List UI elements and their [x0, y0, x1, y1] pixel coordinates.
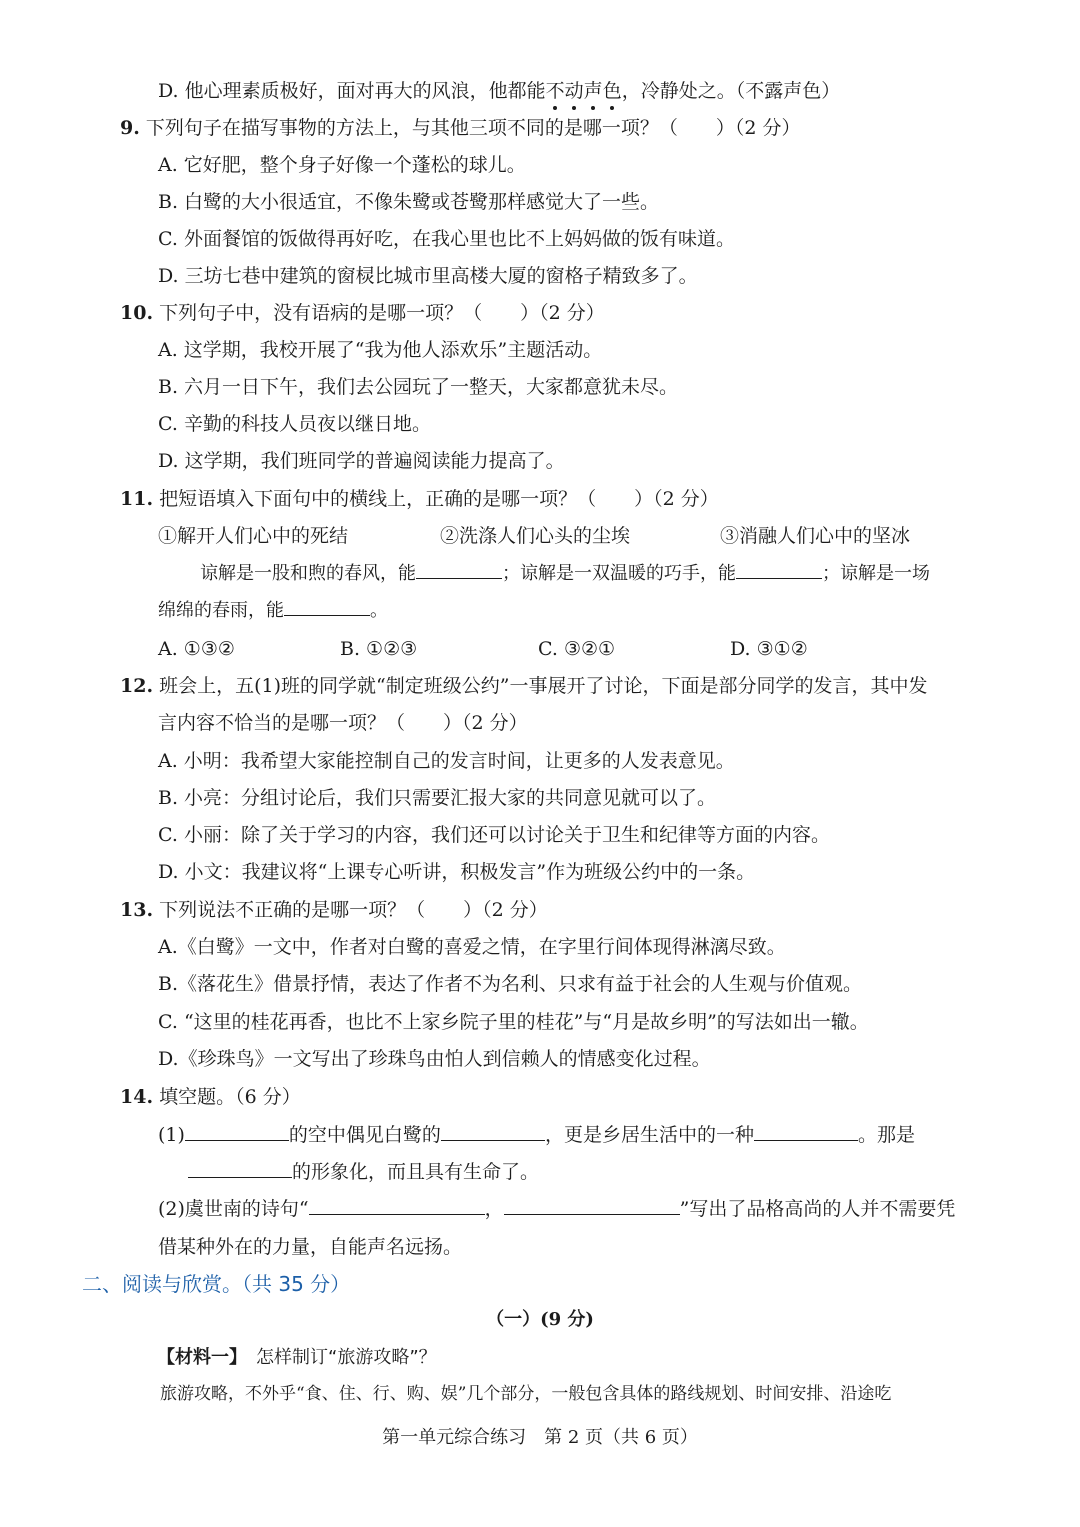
- q9-option-c: C. 外面餐馆的饭做得再好吃，在我心里也比不上妈妈做的饭有味道。: [158, 228, 735, 250]
- q13-option-c: C. “这里的桂花再香，也比不上家乡院子里的桂花”与“月是故乡明”的写法如出一辙。: [158, 1011, 869, 1033]
- answer-blank[interactable]: [754, 1139, 858, 1141]
- q14-sub1-line2: 的形象化，而且具有生命了。: [188, 1163, 539, 1182]
- page-footer: [0, 1429, 1080, 1447]
- q14-sub2-line2: 借某种外在的力量，自能声名远扬。: [158, 1236, 463, 1258]
- q10-option-a: A. 这学期，我校开展了“我为他人添欢乐”主题活动。: [158, 339, 603, 361]
- q11-sentence-line2: 绵绵的春雨，能 。: [158, 600, 388, 621]
- answer-blank[interactable]: [504, 1213, 680, 1215]
- footer-unit-title: 第一单元综合练习: [382, 1427, 527, 1448]
- emphasis-dot-char: 动: [564, 80, 584, 102]
- answer-blank[interactable]: [188, 1176, 292, 1178]
- emphasis-dot-char: 声: [583, 80, 603, 102]
- q12-option-a: A. 小明：我希望大家能控制自己的发言时间，让更多的人发表意见。: [158, 750, 735, 772]
- emphasis-dot-char: 色: [602, 80, 622, 102]
- material-title: 怎样制订“旅游攻略”？: [256, 1347, 437, 1368]
- q9-option-d: D. 三坊七巷中建筑的窗棂比城市里高楼大厦的窗格子精致多了。: [158, 265, 698, 287]
- q13-option-a: A.《白鹭》一文中，作者对白鹭的喜爱之情，在字里行间体现得淋漓尽致。: [158, 936, 786, 958]
- q9-option-b: B. 白鹭的大小很适宜，不像朱鹭或苍鹭那样感觉大了一些。: [158, 191, 660, 213]
- answer-blank[interactable]: [441, 1139, 545, 1141]
- material-heading: [157, 1349, 437, 1367]
- q13-option-d: D.《珍珠鸟》一文写出了珍珠鸟由怕人到信赖人的情感变化过程。: [158, 1048, 711, 1070]
- q11-sentence-line1: 谅解是一股和煦的春风，能 ；谅解是一双温暖的巧手，能 ；谅解是一场: [200, 563, 930, 584]
- q11-stem: 11. 把短语填入下面句中的横线上，正确的是哪一项？（ ）（2 分）: [120, 488, 719, 510]
- q9-stem: 9. 下列句子在描写事物的方法上，与其他三项不同的是哪一项？（ ）（2 分）: [120, 117, 801, 139]
- q14-stem: 14. 填空题。（6 分）: [120, 1086, 301, 1108]
- question-number: 13.: [120, 899, 154, 921]
- material-paragraph: 旅游攻略，不外乎“食、住、行、购、娱”几个部分，一般包含具体的路线规划、时间安排、沿途吃: [160, 1384, 892, 1404]
- q12-option-d: D. 小文：我建议将“上课专心听讲，积极发言”作为班级公约中的一条。: [158, 861, 756, 883]
- answer-blank[interactable]: [185, 1139, 289, 1141]
- q11-phrase-2: ②洗涤人们心头的尘埃: [440, 525, 631, 547]
- q13-option-b: B.《落花生》借景抒情，表达了作者不为名利、只求有益于社会的人生观与价值观。: [158, 973, 863, 995]
- q13-stem: 13. 下列说法不正确的是哪一项？（ ）（2 分）: [120, 899, 548, 921]
- section-heading: 二、阅读与欣赏。（共 35 分）: [82, 1272, 351, 1296]
- q11-phrase-3: ③消融人们心中的坚冰: [720, 525, 911, 547]
- q11-phrase-1: ①解开人们心中的死结: [158, 525, 349, 547]
- answer-blank[interactable]: [416, 577, 502, 579]
- q10-option-b: B. 六月一日下午，我们去公园玩了一整天，大家都意犹未尽。: [158, 376, 679, 398]
- question-number: 12.: [120, 675, 154, 697]
- material-label: 【材料一】: [157, 1347, 247, 1368]
- q10-stem: 10. 下列句子中，没有语病的是哪一项？（ ）（2 分）: [120, 302, 605, 324]
- q12-option-b: B. 小亮：分组讨论后，我们只需要汇报大家的共同意见就可以了。: [158, 787, 717, 809]
- q9-option-a: A. 它好肥，整个身子好像一个蓬松的球儿。: [158, 154, 526, 176]
- q11-option-d: D. ③①②: [730, 638, 808, 660]
- q14-sub2-line1: (2)虞世南的诗句“ ， ”写出了品格高尚的人并不需要凭: [158, 1198, 956, 1220]
- q11-option-a: A. ①③②: [158, 638, 235, 660]
- reading-part-heading: （一）(9 分): [486, 1309, 594, 1330]
- question-number: 9.: [120, 117, 140, 139]
- emphasis-dot-char: 不: [545, 80, 565, 102]
- q10-option-d: D. 这学期，我们班同学的普遍阅读能力提高了。: [158, 450, 565, 472]
- footer-page-number: 第 2 页（共 6 页）: [544, 1427, 698, 1448]
- q8-option-d: D. 他心理素质极好，面对再大的风浪，他都能不动声色，冷静处之。（不露声色）: [158, 80, 841, 102]
- q11-option-c: C. ③②①: [538, 638, 616, 660]
- answer-blank[interactable]: [284, 614, 370, 616]
- q12-option-c: C. 小丽：除了关于学习的内容，我们还可以讨论关于卫生和纪律等方面的内容。: [158, 824, 830, 846]
- q12-stem-line1: 12. 班会上，五(1)班的同学就“制定班级公约”一事展开了讨论，下面是部分同学的发言，其中发: [120, 675, 928, 697]
- q10-option-c: C. 辛勤的科技人员夜以继日地。: [158, 413, 431, 435]
- q11-option-b: B. ①②③: [340, 638, 418, 660]
- question-number: 11.: [120, 488, 154, 510]
- question-number: 14.: [120, 1086, 154, 1108]
- question-number: 10.: [120, 302, 154, 324]
- q12-stem-line2: 言内容不恰当的是哪一项？（ ）（2 分）: [158, 712, 528, 734]
- q14-sub1-line1: (1) 的空中偶见白鹭的 ，更是乡居生活中的一种 。那是: [158, 1124, 915, 1146]
- answer-blank[interactable]: [309, 1213, 485, 1215]
- answer-blank[interactable]: [736, 577, 822, 579]
